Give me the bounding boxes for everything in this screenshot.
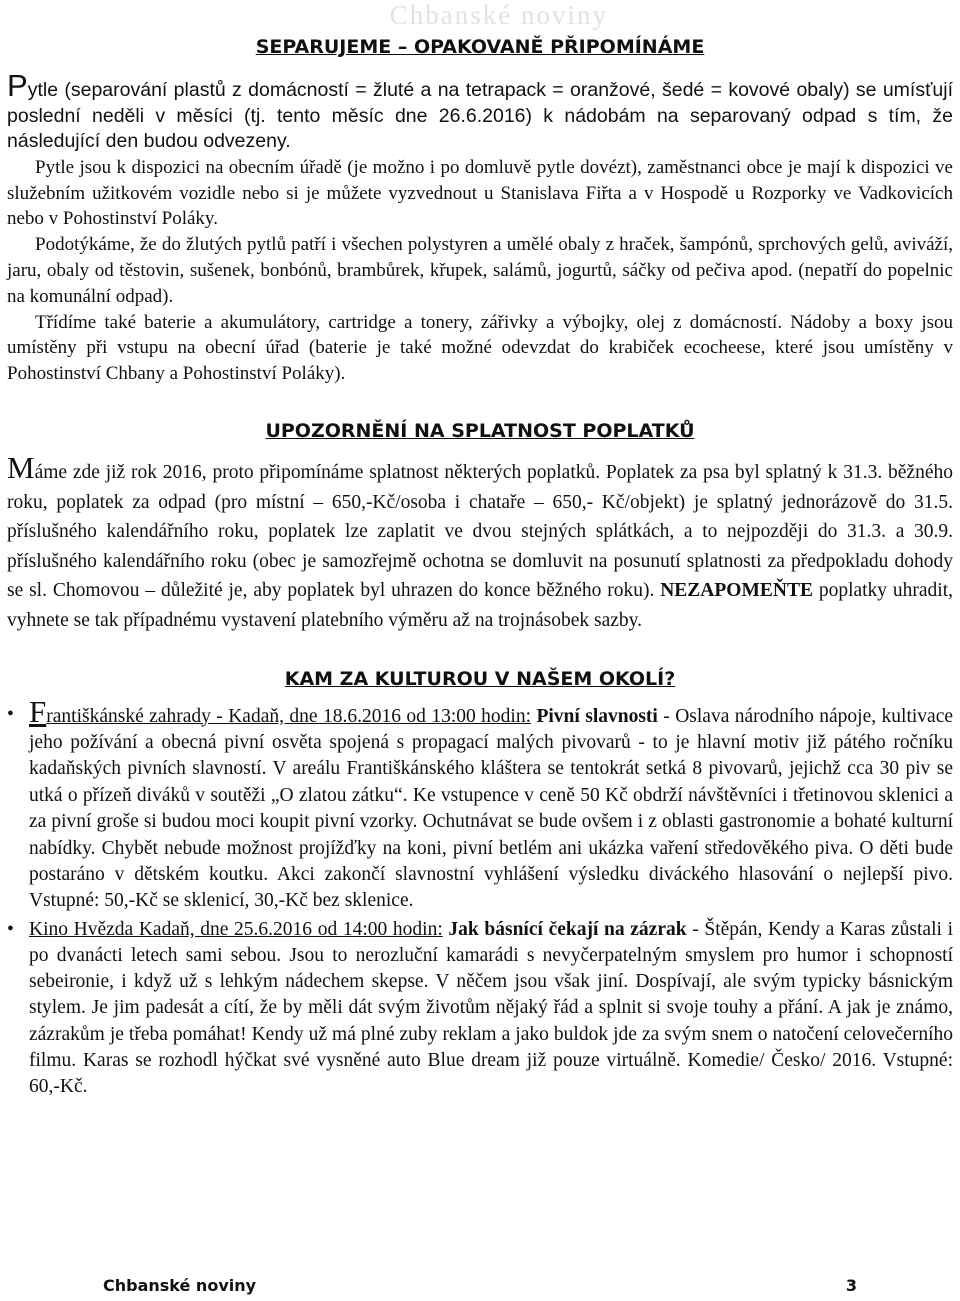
masthead: Chbanské noviny [389, 0, 608, 30]
page-content [7, 30, 953, 1100]
drop-cap: M [7, 449, 35, 485]
separation-yellow-bags-paragraph: Podotýkáme, že do žlutých pytlů patří i všechen polystyren a umělé obaly z hraček, šampónů, sprchových gelů, aviváží, jaru, obaly od těstovin, sušenek, bonbónů, brambůrek, křupek, salámů, jogurtů, sáčky od pečiva apod. (nepatří do popelnic na komunální odpad). [7, 234, 953, 307]
event-lead: Kino Hvězda Kadaň, dne 25.6.2016 od 14:00 hodin: [29, 918, 443, 940]
event-title: Pivní slavnosti [536, 705, 658, 727]
event-description: - Oslava národního nápoje, kultivace jeho požívání a obecná pivní osvěta spojená s propagací malých pivovarů - to je hlavní motiv již pátého ročníku kadaňských pivních slavností. V areálu Františkánského kláštera se tentokrát setká 8 pivovarů, jejichž cca 30 piv se utká o přízeň diváků v soutěži „O zlatou zátku“. Ke vstupence v ceně 50 Kč obdrží návštěvníci i třetinovou sklenici a za pivní groše si budou moci koupit pivní vzorky. Ochutnávat se bude ovšem i z oblasti gastronomie a bohaté kulturní nabídky. Chybět nebude možnost projížďky na koni, pivní betlém ani ukázka vaření středověkého piva. O děti bude postaráno v dětském koutku. Akci zakončí slavnostní vyhlášení výsledku diváckého hlasování o nejlepší pivo. Vstupné: 50,-Kč se sklenicí, 30,-Kč bez sklenice. [29, 705, 954, 912]
section-title-culture: KAM ZA KULTUROU V NAŠEM OKOLÍ? [284, 667, 676, 690]
separation-intro-paragraph [7, 68, 953, 155]
section-title-fees: UPOZORNĚNÍ NA SPLATNOST POPLATKŮ [265, 419, 695, 442]
separation-batteries-paragraph: Třídíme také baterie a akumulátory, cartridge a tonery, zářivky a výbojky, olej z domácností. Nádoby a boxy jsou umístěny při vstupu na obecní úřad (baterie je také možné odevzdat do krabiček ecocheese, které jsou umístěny v Pohostinství Chbany a Pohostinství Poláky). [7, 311, 953, 385]
event-description: - Štěpán, Kendy a Karas zůstali i po dvanácti letech sami sebou. Jsou to nerozluční kamarádi s nevyčerpatelným smyslem pro humor i schopností sebeironie, i když už s lehkým nádechem skepse. V něčem jsou však jiní. Dospívají, ale svým typicky básnickým stylem. Je jim padesát a cítí, že by měli dát svým životům nějaký řád a splnit si svoje touhy a přání. A jak je známo, zázrakům je třeba pomáhat! Kendy už má plné zuby reklam a jako buldok jde za svým snem o natočení celovečerního filmu. Karas se rozhodl hýčkat své vysněné auto Blue dream již pouze virtuálně. Komedie/ Česko/ 2016. Vstupné: 60,-Kč. [29, 918, 953, 1097]
page-footer [103, 1276, 857, 1300]
fees-text: áme zde již rok 2016, proto připomínáme splatnost některých poplatků. Poplatek za psa byl splatný k 31.3. běžného roku, poplatek za odpad (pro místní – 650,-Kč/osoba i chataře – 650,- Kč/objekt) je splatný jednorázově do 31.5. příslušného kalendářního roku, poplatek lze zaplatit ve dvou stejných splátkách, a to nejpozději do 31.3. a 30.9. příslušného kalendářního roku (obec je samozřejmě ochotna se domluvit na posunutí splatnosti za předpokladu dohody se sl. Chomovou – důležité je, aby poplatek byl uhrazen do konce běžného roku). [7, 461, 953, 602]
event-lead: rantiškánské zahrady - Kadaň, dne 18.6.2016 od 13:00 hodin: [46, 705, 532, 727]
separation-bags-paragraph: Pytle jsou k dispozici na obecním úřadě (je možno i po domluvě pytle dovézt), zaměstnanci obce je mají k dispozici ve služebním užitkovém vozidle nebo si je můžete vyzvednout u Stanislava Fiřta a v Hospodě u Rozporky ve Vadkovicích nebo v Pohostinství Poláky. [7, 156, 953, 230]
section-title-separation: SEPARUJEME – OPAKOVANĚ PŘIPOMÍNÁME [255, 36, 705, 58]
fees-paragraph [7, 449, 954, 636]
bullet-icon: • [7, 703, 14, 725]
page-number: 3 [845, 1276, 857, 1295]
event-title: Jak básnící čekají na zázrak [448, 918, 687, 940]
bullet-icon: • [7, 918, 14, 940]
fees-reminder-bold: NEZAPOMEŇTE [660, 580, 813, 602]
footer-publication-name: Chbanské noviny [103, 1276, 257, 1295]
drop-cap: F [29, 693, 47, 729]
list-item-beer-festival [7, 693, 954, 915]
drop-cap: P [7, 68, 28, 103]
list-item-cinema [7, 917, 953, 1100]
fees-text-end: poplatky uhradit, vyhnete se tak případnému vystavení platebního výměru až na trojnásobek sazby. [7, 580, 954, 631]
separation-intro-text: ytle (separování plastů z domácností = žluté a na tetrapack = oranžové, šedé = kovové obaly) se umísťují poslední neděli v měsíci (tj. tento měsíc dne 26.6.2016) k nádobám na separovaný odpad s tím, že následující den budou odvezeny. [7, 79, 953, 153]
